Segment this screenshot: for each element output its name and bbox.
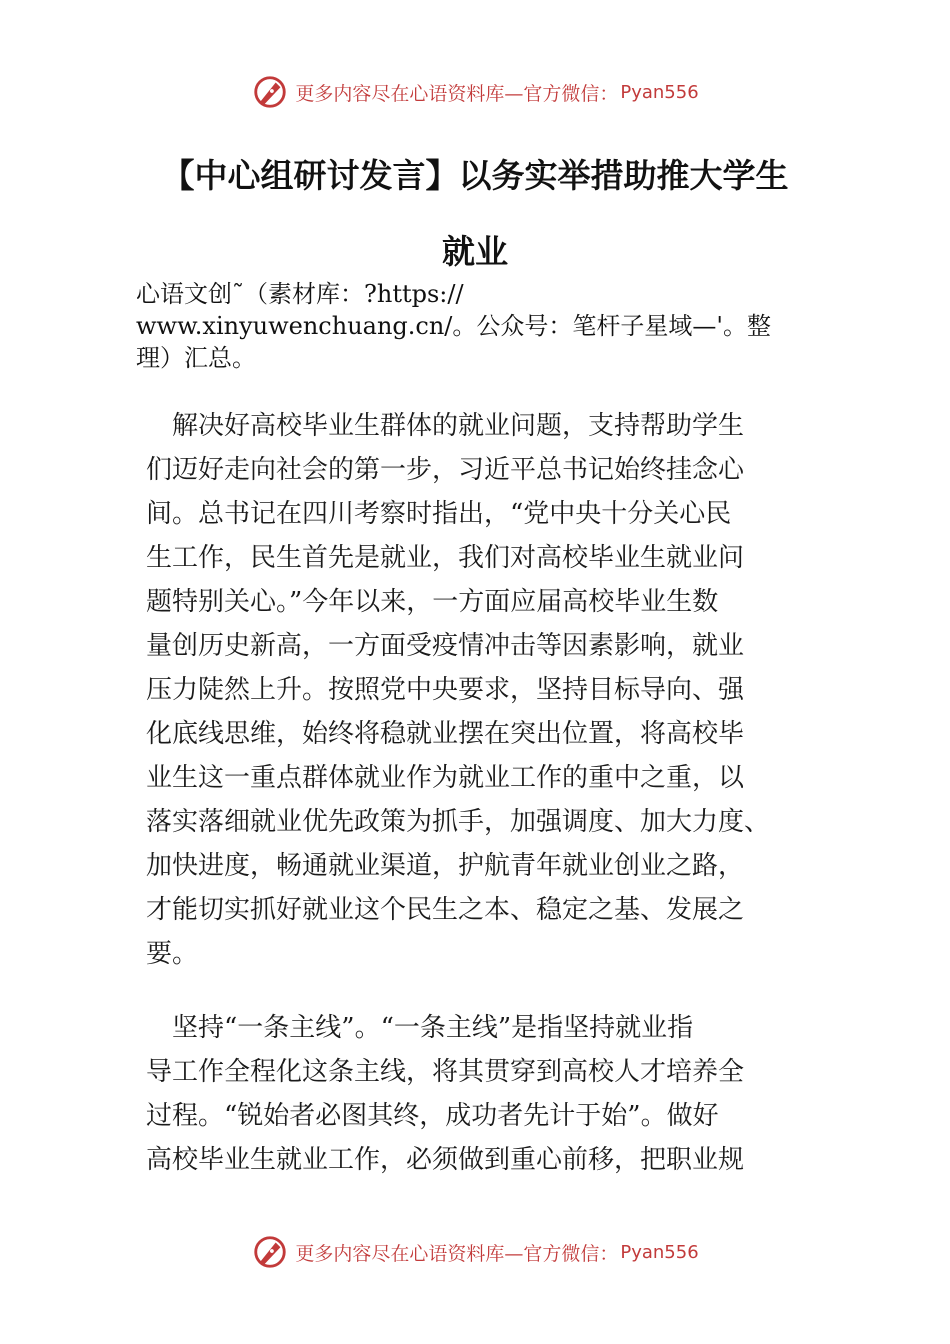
- source-line: www.xinyuwenchuang.cn/。公众号：笔杆子星域—'。整: [136, 312, 771, 340]
- paragraph-line: 落实落细就业优先政策为抓手，加强调度、加大力度、: [146, 807, 771, 837]
- paragraph-line: 导工作全程化这条主线，将其贯穿到高校人才培养全: [146, 1057, 745, 1087]
- pen-nib-logo-icon: [251, 1233, 289, 1271]
- footer-watermark-banner: [0, 1230, 950, 1274]
- paragraph-line: 解决好高校毕业生群体的就业问题，支持帮助学生: [146, 411, 745, 441]
- paragraph-line: 才能切实抓好就业这个民生之本、稳定之基、发展之: [146, 895, 745, 925]
- watermark-wechat-id: Pyan556: [620, 1241, 699, 1263]
- document-title-line-2: 就业: [442, 232, 508, 271]
- paragraph-line: 过程。“锐始者必图其终，成功者先计于始”。做好: [146, 1101, 719, 1131]
- paragraph-line: 量创历史新高，一方面受疫情冲击等因素影响，就业: [146, 631, 745, 661]
- paragraph-line: 化底线思维，始终将稳就业摆在突出位置，将高校毕: [146, 719, 745, 749]
- source-line: 心语文创˜（素材库：?https://: [136, 280, 464, 308]
- source-line: 理）汇总。: [136, 344, 256, 372]
- document-title-line-1: 【中心组研讨发言】以务实举措助推大学生: [161, 156, 789, 195]
- paragraph-line: 压力陡然上升。按照党中央要求，坚持目标导向、强: [146, 675, 745, 705]
- watermark-text: 更多内容尽在心语资料库—官方微信：: [295, 82, 619, 105]
- pen-nib-logo-icon: [251, 73, 289, 111]
- watermark-text: 更多内容尽在心语资料库—官方微信：: [295, 1242, 619, 1265]
- paragraph-line: 加快进度，畅通就业渠道，护航青年就业创业之路，: [146, 851, 745, 881]
- paragraph-line: 要。: [146, 939, 199, 969]
- paragraph-line: 生工作，民生首先是就业，我们对高校毕业生就业问: [146, 543, 745, 573]
- paragraph-line: 坚持“一条主线”。“一条主线”是指坚持就业指: [146, 1013, 694, 1043]
- body-paragraph-2: [146, 1006, 826, 1182]
- watermark-wechat-id: Pyan556: [620, 81, 699, 103]
- body-paragraph-1: [146, 404, 826, 976]
- paragraph-line: 间。总书记在四川考察时指出，“党中央十分关心民: [146, 499, 732, 529]
- header-watermark-banner: [0, 70, 950, 114]
- paragraph-line: 题特别关心。”今年以来，一方面应届高校毕业生数: [146, 587, 719, 617]
- source-attribution: [136, 278, 846, 374]
- paragraph-line: 业生这一重点群体就业作为就业工作的重中之重，以: [146, 763, 745, 793]
- paragraph-line: 高校毕业生就业工作，必须做到重心前移，把职业规: [146, 1145, 745, 1175]
- paragraph-line: 们迈好走向社会的第一步，习近平总书记始终挂念心: [146, 455, 745, 485]
